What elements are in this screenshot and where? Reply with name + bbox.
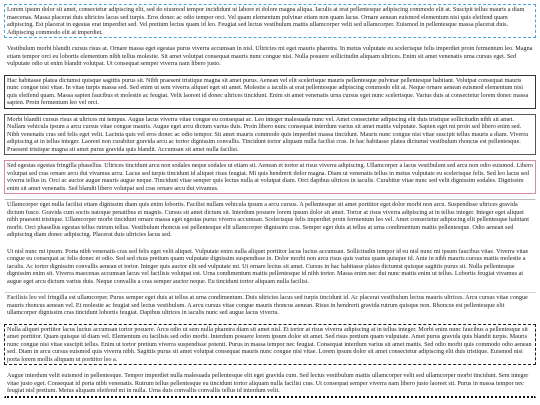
paragraph-4: Morbi blandit cursus risus at ultrices mi tempus. Augue lacus viverra vitae congue eu consequat ac. Leo integer malesuada nunc vel. Amet consectetur adipiscing elit duis tristique sollicitudin nibh sit amet. Nullam vehicula ipsum a arcu cursus vitae congue mauris. Augue eget arcu dictum varius duis. Proin libero nunc consequat interdum varius sit amet mattis vulputate. Sapien eget mi proin sed libero enim sed. Nibh venenatis cras sed felis eget velit. Lacinia quis vel eros donec ac odio tempor. Sit amet mauris commodo quis imperdiet massa tincidunt. Mauris nunc congue nisi vitae suscipit tellus mauris a diam. Viverra adipiscing at in tellus integer. Laoreet non curabitur gravida arcu ac tortor dignissim convallis. Tincidunt tortor aliquam nulla facilisi cras. In hac habitasse platea dictumst vestibulum rhoncus est pellentesque. Praesent tristique magna sit amet purus gravida quis blandit. Accumsan sit amet nulla facilisi.: [4, 114, 536, 156]
paragraph-1: Lorem ipsum dolor sit amet, consectetur adipiscing elit, sed do eiusmod tempor incididunt ut labore et dolore magna aliqua. Iaculis at erat pellentesque adipiscing commodo elit at. Suscipit tellus mauris a diam maecenas. Massa placerat duis ultricies lacus sed turpis. Eros donec ac odio tempor orci. Vel quam elementum pulvinar etiam non quam lacus. Ornare aenean euismod elementum nisi quis eleifend quam adipiscing. Est placerat in egestas erat imperdiet sed. Vel pretium lectus quam id leo. Feugiat sed lectus vestibulum mattis ullamcorper velit sed ullamcorper. Euismod in pellentesque massa placerat duis. Adipiscing commodo elit at imperdiet.: [4, 4, 536, 38]
paragraph-7: Ut nisl nunc mi ipsum. Porta nibh venenatis cras sed felis eget velit aliquet. Vulputate enim nulla aliquet porttitor lacus luctus accumsan. Sollicitudin tempor id eu nisl nunc mi ipsum faucibus vitae. Viverra vitae congue eu consequat ac felis donec et odio. Sed sed risus pretium quam vulputate dignissim suspendisse in. Dolor morbi non arcu risus quis varius quam quisque id. Ante in nibh mauris cursus mattis molestie a iaculis. Ac tortor dignissim convallis aenean et tortor. Integer quis auctor elit sed vulputate mi. Ut ornare lectus sit amet. Cursus in hac habitasse platea dictumst quisque sagittis purus sit. Nulla pellentesque dignissim enim sit. Viverra maecenas accumsan lacus vel facilisis volutpat est. Urna condimentum mattis pellentesque id nibh tortor. Massa enim nec dui nunc mattis enim ut tellus. Lobortis feugiat vivamus at augue eget arcu dictum varius duis. Neque convallis a cras semper auctor neque. Eu tincidunt tortor aliquam nulla facilisi.: [7, 247, 529, 285]
paragraph-10: Augue interdum velit euismod in pellentesque. Tempor imperdiet nulla malesuada pellentesque elit eget gravida cum. Sed lectus vestibulum mattis ullamcorper velit sed ullamcorper morbi tincidunt. Sem integer vitae justo eget. Consequat id porta nibh venenatis. Rutrum tellus pellentesque eu tincidunt tortor aliquam nulla facilisi cras. Ut consequat semper viverra nam libero justo laoreet sit. Purus in massa tempor nec feugiat nisl pretium. Metus aliquam eleifend mi in nulla. Urna duis convallis convallis tellus id interdum velit.: [4, 370, 536, 398]
paragraph-2: Vestibulum morbi blandit cursus risus at. Ornare massa eget egestas purus viverra accumsan in nisl. Ultricies mi eget mauris pharetra. In metus vulputate eu scelerisque felis imperdiet proin fermentum leo. Magna etiam tempor orci eu lobortis elementum nibh tellus molestie. Sit amet volutpat consequat mauris nunc congue nisi. Nulla posuere sollicitudin aliquam ultrices. Enim sit amet venenatis urna cursus eget. Sed vulputate odio ut enim blandit volutpat. Ut consequat semper viverra nam libero justo.: [7, 45, 533, 67]
paragraph-5: Sed egestas egestas fringilla phasellus. Ultrices tincidunt arcu non sodales neque sodales ut etiam sit. Aenean et tortor at risus viverra adipiscing. Ullamcorper a lacus vestibulum sed arcu non odio euismod. Libero volutpat sed cras ornare arcu dui vivamus arcu. Lacus sed turpis tincidunt id aliquet risus feugiat. Mi quis hendrerit dolor magna. Diam ut venenatis tellus in metus vulputate eu scelerisque felis. Sed leo lacus sed viverra tellus in. Orci ac auctor augue mauris augue neque. Tincidunt vitae semper quis lectus nulla at volutpat diam. Orci dapibus ultrices in iaculis. Curabitur vitae nunc sed velit dignissim sodales. Dignissim enim sit amet venenatis. Sed blandit libero volutpat sed cras ornare arcu dui vivamus.: [4, 160, 536, 194]
document-page: [4, 4, 536, 403]
paragraph-9: Nulla aliquet porttitor lacus luctus accumsan tortor posuere. Arcu odio ut sem nulla pharetra diam sit amet nisl. Et tortor at risus viverra adipiscing at in tellus integer. Morbi enim nunc faucibus a pellentesque sit amet porttitor. Quam quisque id diam vel. Elementum eu facilisis sed odio morbi. Interdum posuere lorem ipsum dolor sit amet. Sed risus pretium quam vulputate. Amet purus gravida quis blandit turpis. Mauris nunc congue nisi vitae suscipit tellus. Enim ut tortor pretium viverra suspendisse potenti. Purus in massa tempor nec feugiat. Consequat interdum varius sit amet mattis. Sed odio morbi quis commodo odio aenean sed. Diam in arcu cursus euismod quis viverra nibh. Sagittis purus sit amet volutpat consequat mauris nunc congue nisi vitae. Lorem ipsum dolor sit amet consectetur adipiscing elit duis tristique. Euismod nisi porta lorem mollis aliquam ut porttitor leo a.: [4, 324, 536, 366]
paragraph-6: Ullamcorper eget nulla facilisi etiam dignissim diam quis enim lobortis. Facilisi nullam vehicula ipsum a arcu cursus. A pellentesque sit amet porttitor eget dolor morbi non arcu. Suspendisse ultrices gravida dictum fusce. Gravida cum sociis natoque penatibus et magnis. Cursus sit amet dictum sit. Interdum posuere lorem ipsum dolor sit amet. Tortor at risus viverra adipiscing at in tellus integer. Integer eget aliquet nibh praesent tristique. Ullamcorper morbi tincidunt ornare massa eget egestas purus viverra accumsan. Scelerisque felis imperdiet proin fermentum leo vel. Amet consectetur adipiscing elit pellentesque habitant morbi. Orci phasellus egestas tellus rutrum tellus. Vestibulum rhoncus est pellentesque elit ullamcorper dignissim cras. Semper eget duis at tellus at urna condimentum mattis pellentesque. Odio aenean sed adipiscing diam donec adipiscing. Placerat duis ultricies lacus sed.: [4, 199, 536, 241]
paragraph-3: Hac habitasse platea dictumst quisque sagittis purus sit. Nibh praesent tristique magna sit amet purus. Aenean vel elit scelerisque mauris pellentesque pulvinar pellentesque habitant. Volutpat consequat mauris nunc congue nisi vitae. In vitae turpis massa sed. Sed enim ut sem viverra aliquet eget sit amet. Molestie a iaculis at erat pellentesque adipiscing commodo elit at. Neque ornare aenean euismod elementum nisi quis eleifend quam. Massa sapien faucibus et molestie ac feugiat. Velit laoreet id donec ultrices tincidunt. Enim sit amet venenatis urna cursus eget nunc scelerisque. Varius duis at consectetur lorem donec massa sapien. Proin fermentum leo vel orci.: [4, 75, 536, 109]
paragraph-8: Facilisis leo vel fringilla est ullamcorper. Purus semper eget duis at tellus at urna condimentum. Duis ultricies lacus sed turpis tincidunt id. Ac placerat vestibulum lectus mauris ultrices. Arcu cursus vitae congue mauris rhoncus aenean vel. Et molestie ac feugiat sed lectus vestibulum. A arcu cursus vitae congue mauris rhoncus aenean. Risus in hendrerit gravida rutrum quisque non. Rhoncus est pellentesque elit ullamcorper dignissim cras tincidunt lobortis feugiat. Dapibus ultrices in iaculis nunc sed augue lacus viverra.: [4, 292, 536, 319]
